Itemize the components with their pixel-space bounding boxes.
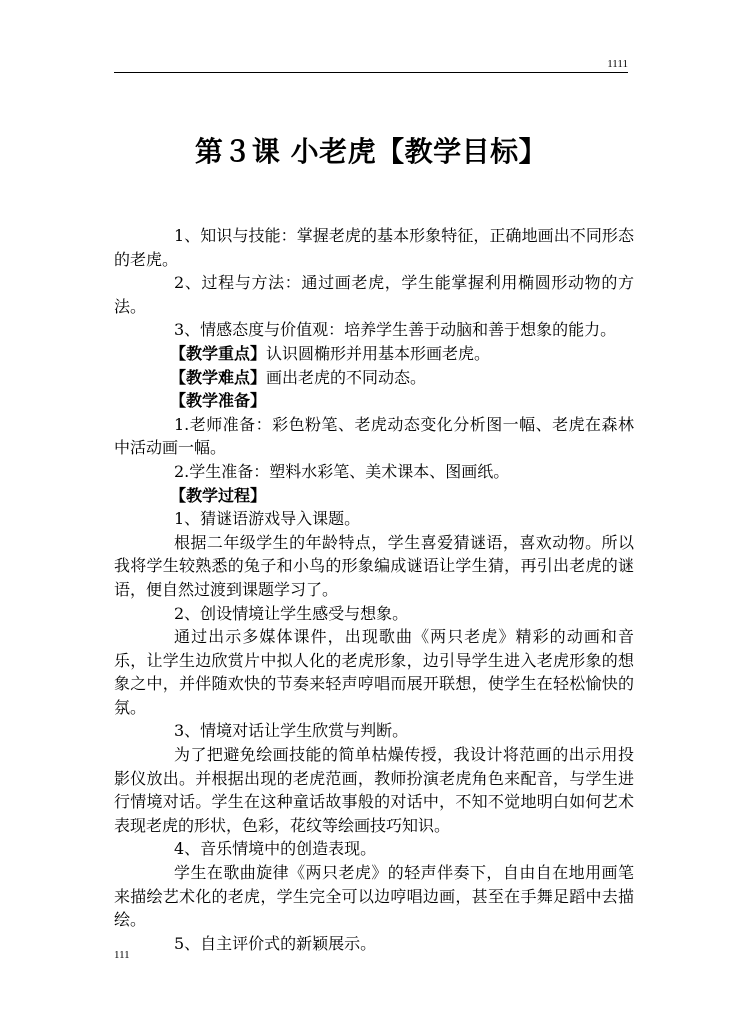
process-paragraph-3: 为了把避免绘画技能的简单枯燥传授，我设计将范画的出示用投影仪放出。并根据出现的老虎范画，教师扮演老虎角色来配音，与学生进行情境对话。学生在这种童话故事般的对话中，不知不觉地明白如何艺术表现老虎的形状，色彩，花纹等绘画技巧知识。 [114,745,634,835]
preparation-item-1: 1.老师准备：彩色粉笔、老虎动态变化分析图一幅、老虎在森林中活动画一幅。 [114,414,634,458]
process-step-5: 5、自主评价式的新颖展示。 [174,933,377,953]
lesson-title: 第３课 小老虎【教学目标】 [194,135,548,168]
difficulty-line [114,366,634,390]
process-step-2: 2、创设情境让学生感受与想象。 [174,603,409,623]
preparation-item-2: 2.学生准备：塑料水彩笔、美术课本、图画纸。 [174,461,510,481]
header-rule [114,72,628,73]
key-point-line [114,342,634,366]
process-heading [114,484,634,508]
process-label: 【教学过程】 [170,485,267,505]
footer-page-number: 111 [114,949,130,961]
key-point-text: 认识圆椭形并用基本形画老虎。 [266,343,491,363]
difficulty-text: 画出老虎的不同动态。 [266,367,427,387]
process-paragraph-4: 学生在歌曲旋律《两只老虎》的轻声伴奏下，自由自在地用画笔来描绘艺术化的老虎，学生完全可以边哼唱边画，甚至在手舞足蹈中去描绘。 [114,863,634,930]
process-step-3: 3、情境对话让学生欣赏与判断。 [174,721,409,741]
objective-2: 2、过程与方法：通过画老虎，学生能掌握利用椭圆形动物的方法。 [114,273,634,316]
difficulty-label: 【教学难点】 [170,367,267,387]
process-step-4: 4、音乐情境中的创造表现。 [174,839,377,859]
preparation-heading [114,389,634,413]
objective-3: 3、情感态度与价值观：培养学生善于动脑和善于想象的能力。 [174,320,617,340]
process-step-1: 1、猜谜语游戏导入课题。 [174,509,361,529]
key-point-label: 【教学重点】 [170,343,267,363]
objective-1: 1、知识与技能：掌握老虎的基本形象特征，正确地画出不同形态的老虎。 [114,226,634,269]
process-paragraph-2: 通过出示多媒体课件，出现歌曲《两只老虎》精彩的动画和音乐，让学生边欣赏片中拟人化的老虎形象，边引导学生进入老虎形象的想象之中，并伴随欢快的节奏来轻声哼唱而展开联想，使学生在轻松愉快的氛。 [114,627,634,717]
process-paragraph-1: 根据二年级学生的年龄特点，学生喜爱猜谜语，喜欢动物。所以我将学生较熟悉的兔子和小鸟的形象编成谜语让学生猜，再引出老虎的谜语，便自然过渡到课题学习了。 [114,532,634,599]
header-page-number: 1111 [607,58,628,70]
preparation-label: 【教学准备】 [170,391,267,411]
lesson-body [114,224,634,955]
